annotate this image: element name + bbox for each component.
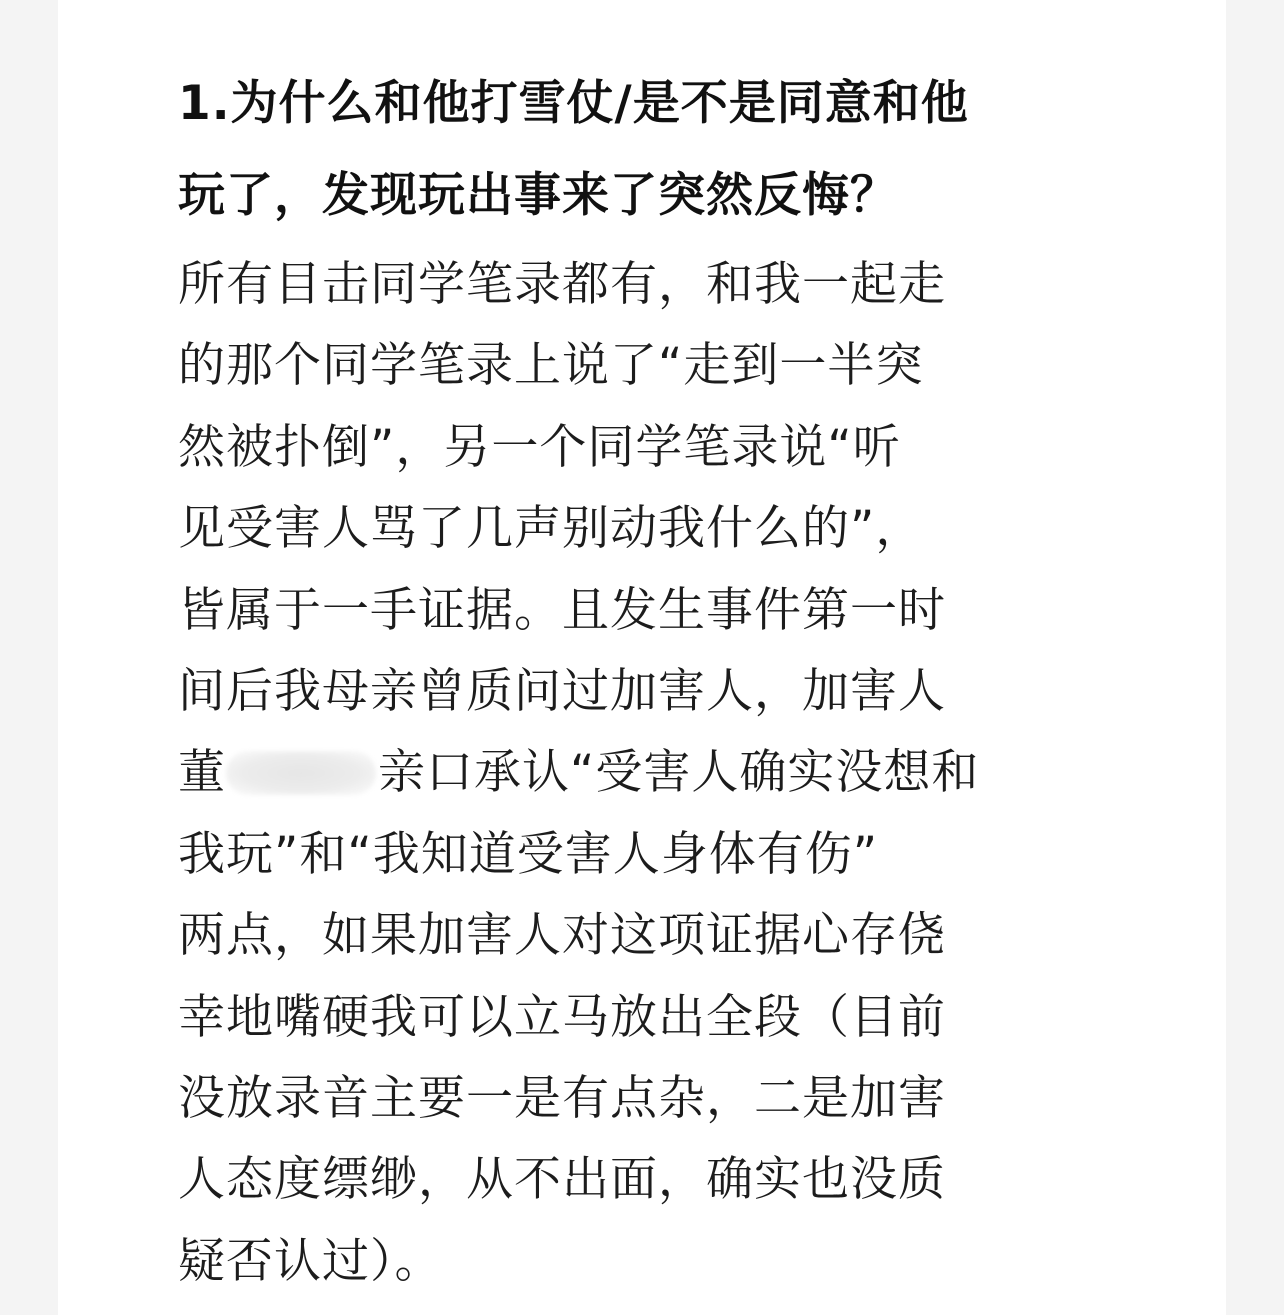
body-line: 间后我母亲曾质问过加害人，加害人 (178, 663, 946, 719)
body-line-redacted (178, 732, 1108, 813)
redaction-blur (226, 751, 376, 795)
document-text (178, 58, 1108, 1302)
body-line: 幸地嘴硬我可以立马放出全段（目前 (178, 989, 946, 1045)
body-line: 疑否认过）。 (178, 1233, 443, 1289)
body-line: 人态度缥缈，从不出面，确实也没质 (178, 1152, 946, 1208)
heading-line-2: 玩了，发现玩出事来了突然反悔？ (178, 168, 898, 223)
answer-body (178, 244, 1108, 1302)
redacted-name-start: 董 (178, 745, 226, 801)
body-line: 的那个同学笔录上说了“走到一半突 (178, 338, 924, 394)
body-line: 皆属于一手证据。且发生事件第一时 (178, 582, 946, 638)
body-line: 所有目击同学笔录都有，和我一起走 (178, 257, 946, 312)
redacted-line-rest: 亲口承认“受害人确实没想和 (378, 745, 980, 801)
question-heading (178, 58, 1108, 242)
body-line: 然被扑倒”，另一个同学笔录说“听 (178, 419, 901, 475)
heading-line-1: 1.为什么和他打雪仗/是不是同意和他 (178, 76, 969, 131)
body-line: 我玩”和“我知道受害人身体有伤” (178, 826, 879, 882)
body-line: 没放录音主要一是有点杂，二是加害 (178, 1070, 946, 1126)
body-line: 见受害人骂了几声别动我什么的”， (178, 501, 924, 557)
body-line: 两点，如果加害人对这项证据心存侥 (178, 908, 946, 964)
